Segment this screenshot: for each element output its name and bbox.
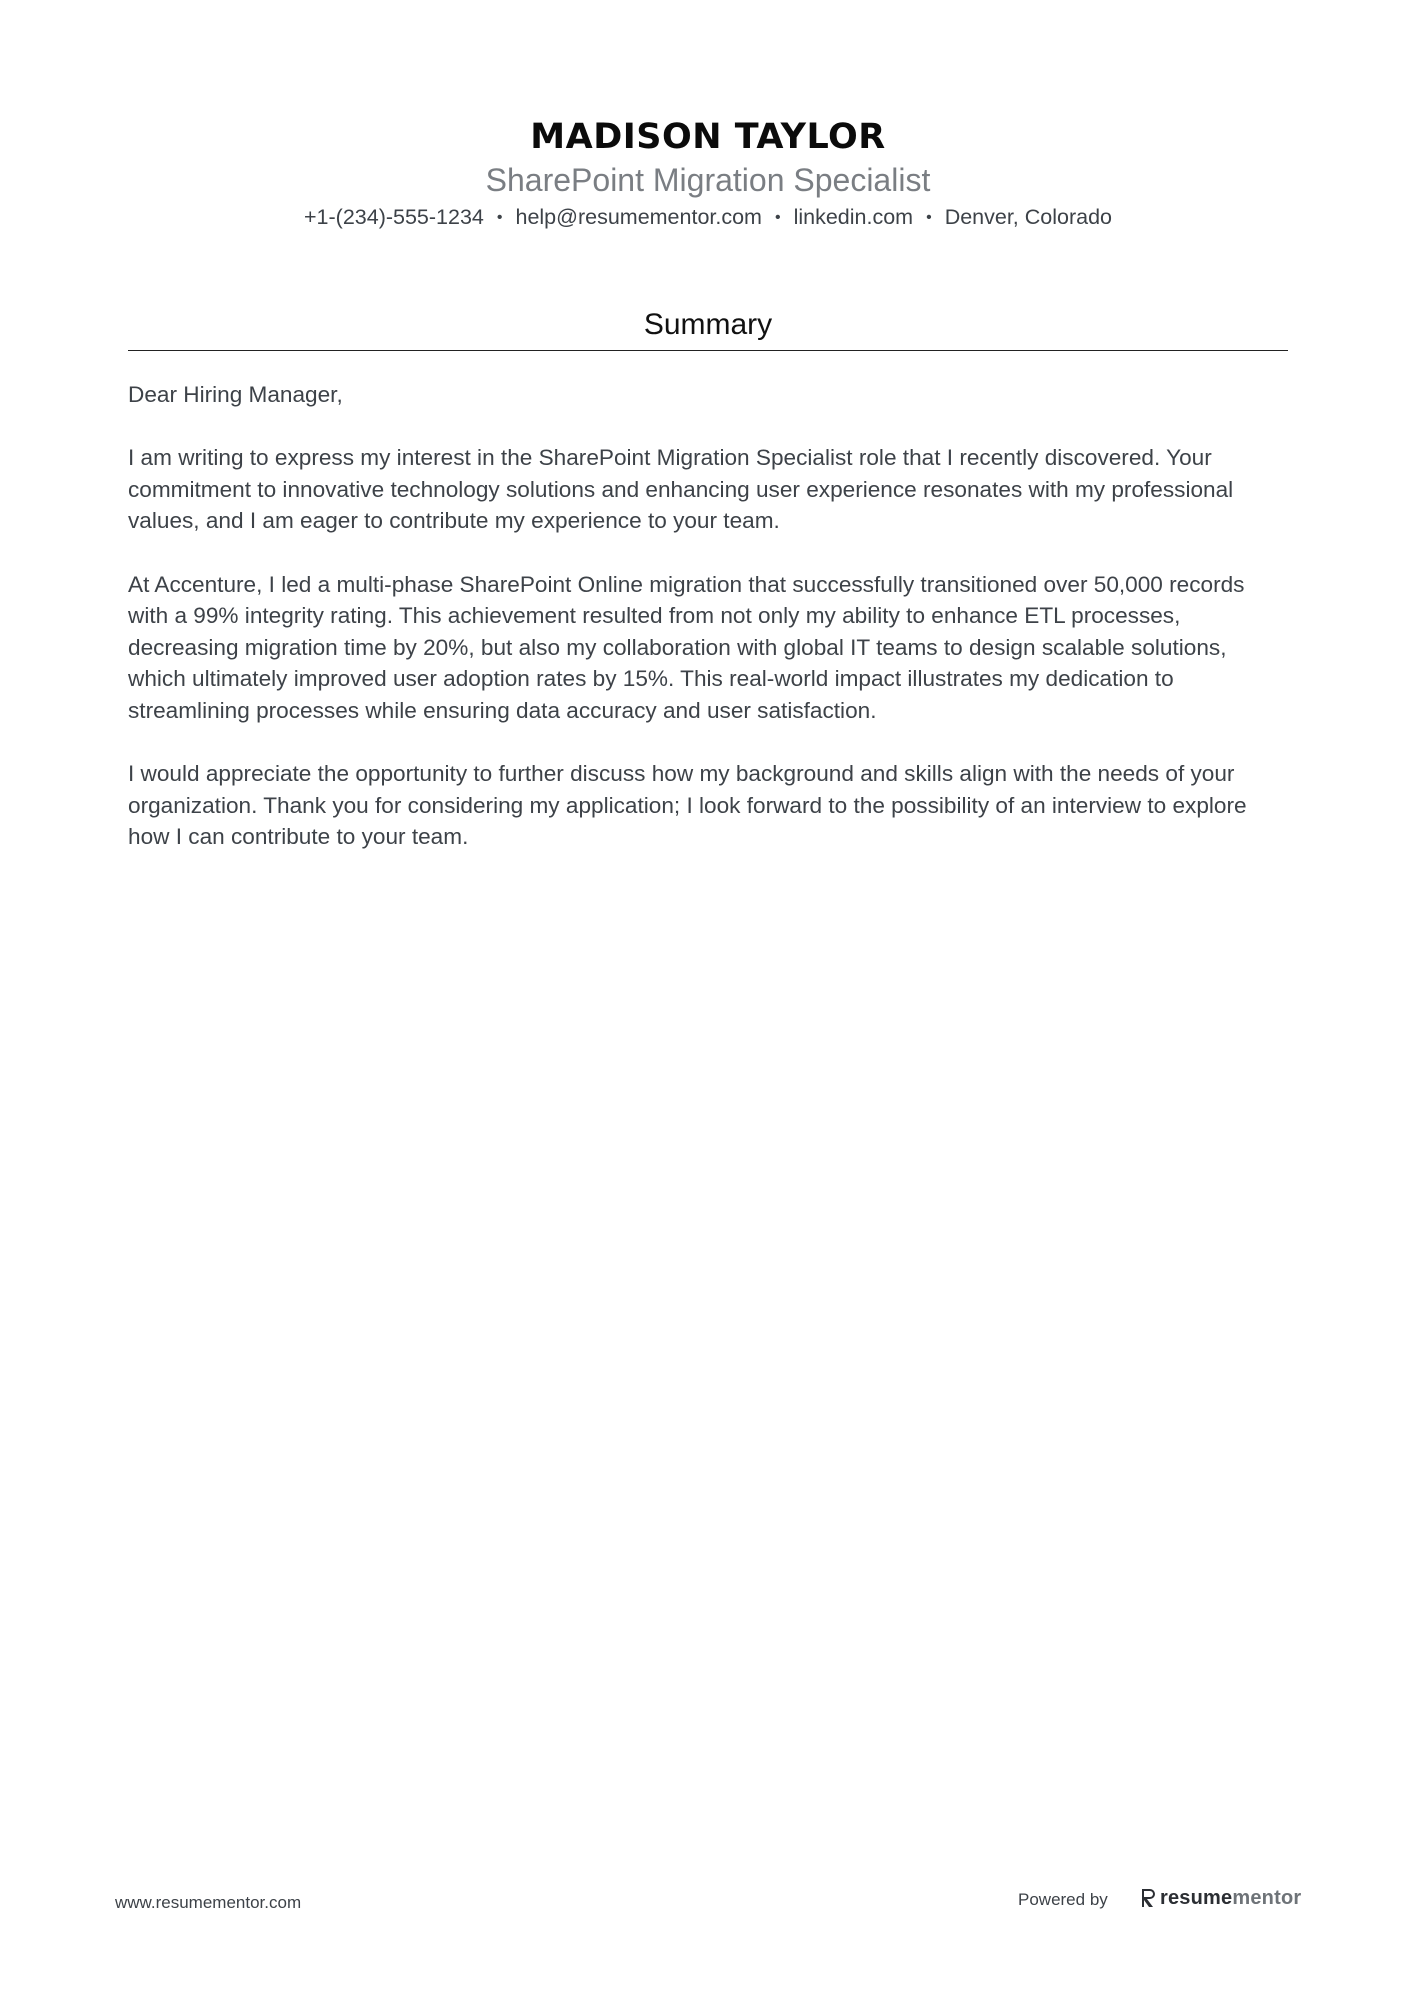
section-divider	[128, 350, 1288, 351]
contact-separator: •	[774, 209, 781, 226]
section-title: Summary	[643, 308, 773, 341]
applicant-name: MADISON TAYLOR	[530, 117, 886, 157]
letter-paragraph: I would appreciate the opportunity to further discuss how my background and skills align with the needs of your organization. Thank you for considering my application; I look forward to the possibility of an interview to explore how I can contribute to your team.	[128, 761, 1247, 850]
letter-paragraph: At Accenture, I led a multi-phase SharePoint Online migration that successfully transitioned over 50,000 records with a 99% integrity rating. This achievement resulted from not only my ability to enhance ETL processes, decreasing migration time by 20%, but also my collaboration with global IT teams to design scalable solutions, which ultimately improved user adoption rates by 15%. This real-world impact illustrates my dedication to streamlining processes while ensuring data accuracy and user satisfaction.	[128, 571, 1245, 723]
letter-body	[128, 379, 1290, 885]
contact-line	[128, 202, 1288, 233]
applicant-title: SharePoint Migration Specialist	[485, 162, 931, 198]
powered-by-label: Powered by	[1018, 1890, 1108, 1909]
contact-separator: •	[496, 209, 503, 226]
contact-location: Denver, Colorado	[944, 205, 1113, 229]
letter-header	[128, 114, 1288, 233]
brand-logo[interactable]	[1140, 1885, 1301, 1911]
contact-phone: +1-(234)-555-1234	[303, 205, 484, 229]
brand-name-part2: mentor	[1232, 1886, 1302, 1909]
footer-website-link[interactable]: www.resumementor.com	[115, 1893, 302, 1912]
letter-paragraph: I am writing to express my interest in the SharePoint Migration Specialist role that I recently discovered. Your commitment to innovative technology solutions and enhancing user experience resonates with my professional values, and I am eager to contribute my experience to your team.	[128, 445, 1234, 534]
resumementor-logo-icon	[1140, 1887, 1156, 1909]
brand-name-part1: resume	[1160, 1886, 1233, 1909]
contact-linkedin[interactable]: linkedin.com	[793, 205, 914, 229]
contact-email[interactable]: help@resumementor.com	[515, 205, 762, 229]
letter-greeting: Dear Hiring Manager,	[128, 382, 343, 407]
contact-separator: •	[926, 209, 932, 226]
